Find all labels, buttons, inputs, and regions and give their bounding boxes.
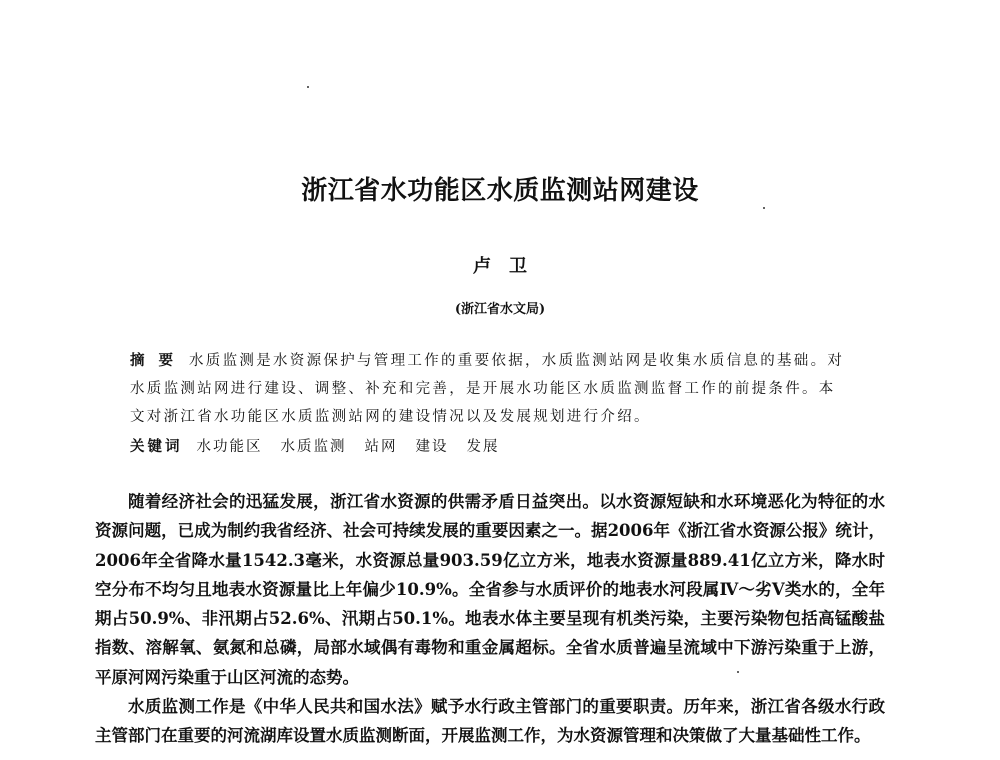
paper-affiliation: (浙江省水文局) (454, 302, 546, 317)
paper-title: 浙江省水功能区水质监测站网建设 (301, 176, 699, 206)
keyword: 发展 (466, 439, 500, 455)
abstract-label: 摘要 (130, 353, 187, 369)
keyword: 水质监测 (280, 439, 347, 455)
body-paragraph: 水质监测工作是《中华人民共和国水法》赋予水行政主管部门的重要职责。历年来，浙江省各级水行政主管部门在重要的河流湖库设置水质监测断面，开展监测工作，为水资源管理和决策做了大量基础性工作。 (95, 697, 885, 746)
keyword: 建设 (415, 439, 449, 455)
abstract (130, 347, 850, 431)
abstract-text: 水质监测是水资源保护与管理工作的重要依据，水质监测站网是收集水质信息的基础。对水质监测站网进行建设、调整、补充和完善，是开展水功能区水质监测监督工作的前提条件。本文对浙江省水功能区水质监测站网的建设情况以及发展规划进行介绍。 (130, 353, 845, 425)
keyword: 水功能区 (196, 439, 263, 455)
body-text (95, 487, 885, 751)
body-paragraph: 随着经济社会的迅猛发展，浙江省水资源的供需矛盾日益突出。以水资源短缺和水环境恶化为特征的水资源问题，已成为制约我省经济、社会可持续发展的重要因素之一。据2006年《浙江省水资源公报》统计，2006年全省降水量1542.3毫米，水资源总量903.59亿立方米，地表水资源量889.41亿立方米，降水时空分布不均匀且地表水资源量比上年偏少10.9%。全省参与水质评价的地表水河段属Ⅳ～劣Ⅴ类水的，全年期占50.9%、非汛期占52.6%、汛期占50.1%。地表水体主要呈现有机类污染，主要污染物包括高锰酸盐指数、溶解氧、氨氮和总磷，局部水域偶有毒物和重金属超标。全省水质普遍呈流域中下游污染重于上游，平原河网污染重于山区河流的态势。 (95, 492, 885, 687)
keywords-label: 关键词 (130, 439, 183, 455)
keywords (130, 433, 850, 461)
scan-speck (307, 86, 309, 88)
paper-author: 卢卫 (473, 256, 545, 277)
keyword: 站网 (364, 439, 398, 455)
scan-speck (763, 207, 765, 209)
